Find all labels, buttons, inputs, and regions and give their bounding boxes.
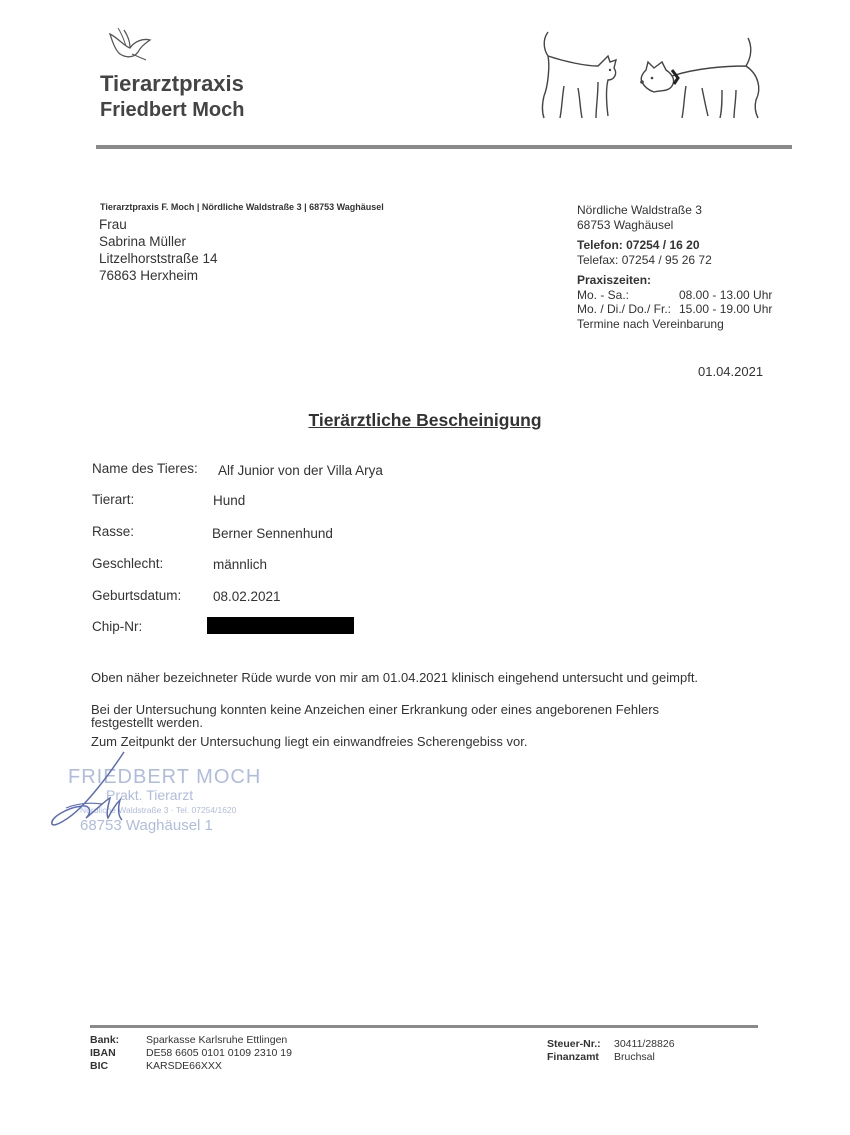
hours-title: Praxiszeiten: <box>577 273 652 287</box>
hours-time: 15.00 - 19.00 Uhr <box>679 302 773 316</box>
bic-value: KARSDE66XXX <box>146 1060 222 1072</box>
field-label-breed: Rasse: <box>92 524 135 539</box>
hours-row <box>577 288 772 303</box>
contact-fax: Telefax: 07254 / 95 26 72 <box>577 252 712 267</box>
stamp-line-1: FRIEDBERT MOCH <box>68 766 262 788</box>
field-value-breed: Berner Sennenhund <box>212 526 333 541</box>
brand-line-1: Tierarztpraxis <box>100 71 244 96</box>
tax-value: 30411/28826 <box>614 1038 675 1050</box>
practice-brand <box>100 70 244 124</box>
footer-tax <box>547 1038 675 1064</box>
bank-label: Bank: <box>90 1034 120 1046</box>
field-label-animal-name: Name des Tieres: <box>92 461 198 476</box>
field-label-chip: Chip-Nr: <box>92 619 143 634</box>
recipient-name: Sabrina Müller <box>99 234 187 249</box>
contact-phone: Telefon: 07254 / 16 20 <box>577 238 700 252</box>
brand-line-2: Friedbert Moch <box>100 99 245 121</box>
iban-value: DE58 6605 0101 0109 2310 19 <box>146 1047 292 1059</box>
contact-street: Nördliche Waldstraße 3 <box>577 203 702 217</box>
recipient-salutation: Frau <box>99 217 127 232</box>
header-rule <box>96 145 792 149</box>
contact-city: 68753 Waghäusel <box>577 217 674 232</box>
iban-label: IBAN <box>90 1047 116 1059</box>
hours-days: Mo. / Di./ Do./ Fr.: <box>577 302 672 316</box>
footer-rule <box>90 1025 758 1028</box>
field-value-species: Hund <box>213 493 246 508</box>
office-value: Bruchsal <box>614 1051 655 1063</box>
stamp-line-3: Nördliche Waldstraße 3 · Tel. 07254/1620 <box>80 805 237 815</box>
appointment-note: Termine nach Vereinbarung <box>577 316 724 331</box>
cat-and-dog-illustration <box>536 26 776 126</box>
hours-days: Mo. - Sa.: <box>577 287 630 302</box>
bird-logo-icon <box>104 24 154 64</box>
field-label-sex: Geschlecht: <box>92 556 164 571</box>
recipient-address <box>99 216 218 284</box>
hours-time: 08.00 - 13.00 Uhr <box>679 287 773 302</box>
paragraph-examination: Oben näher bezeichneter Rüde wurde von mir am 01.04.2021 klinisch eingehend untersucht und geimpft. <box>91 670 699 685</box>
paragraph-findings-line1: Bei der Untersuchung konnten keine Anzeichen einer Erkrankung oder eines angeborenen Fehlers <box>91 702 660 717</box>
footer-bank <box>90 1034 292 1073</box>
document-title: Tierärztliche Bescheinigung <box>308 410 542 430</box>
paragraph-bite: Zum Zeitpunkt der Untersuchung liegt ein einwandfreies Scherengebiss vor. <box>91 734 528 749</box>
hours-row <box>577 302 772 317</box>
paragraph-findings-line2: festgestellt werden. <box>91 715 204 730</box>
field-value-animal-name: Alf Junior von der Villa Arya <box>218 463 383 478</box>
tax-label: Steuer-Nr.: <box>547 1038 601 1050</box>
stamp-line-4: 68753 Waghäusel 1 <box>80 817 213 834</box>
document-date: 01.04.2021 <box>698 364 764 379</box>
recipient-city: 76863 Herxheim <box>99 268 199 283</box>
bank-value: Sparkasse Karlsruhe Ettlingen <box>146 1034 288 1046</box>
field-label-species: Tierart: <box>92 492 135 507</box>
recipient-street: Litzelhorststraße 14 <box>99 251 218 266</box>
field-label-birthdate: Geburtsdatum: <box>92 588 182 603</box>
chip-number-redaction <box>207 617 354 634</box>
bic-label: BIC <box>90 1060 109 1072</box>
office-label: Finanzamt <box>547 1051 599 1063</box>
sender-line: Tierarztpraxis F. Moch | Nördliche Waldstraße 3 | 68753 Waghäusel <box>100 202 384 212</box>
contact-block <box>577 203 772 331</box>
signature <box>46 748 156 832</box>
field-value-sex: männlich <box>213 557 268 572</box>
stamp-line-2: Prakt. Tierarzt <box>106 787 194 803</box>
field-value-birthdate: 08.02.2021 <box>213 589 281 604</box>
